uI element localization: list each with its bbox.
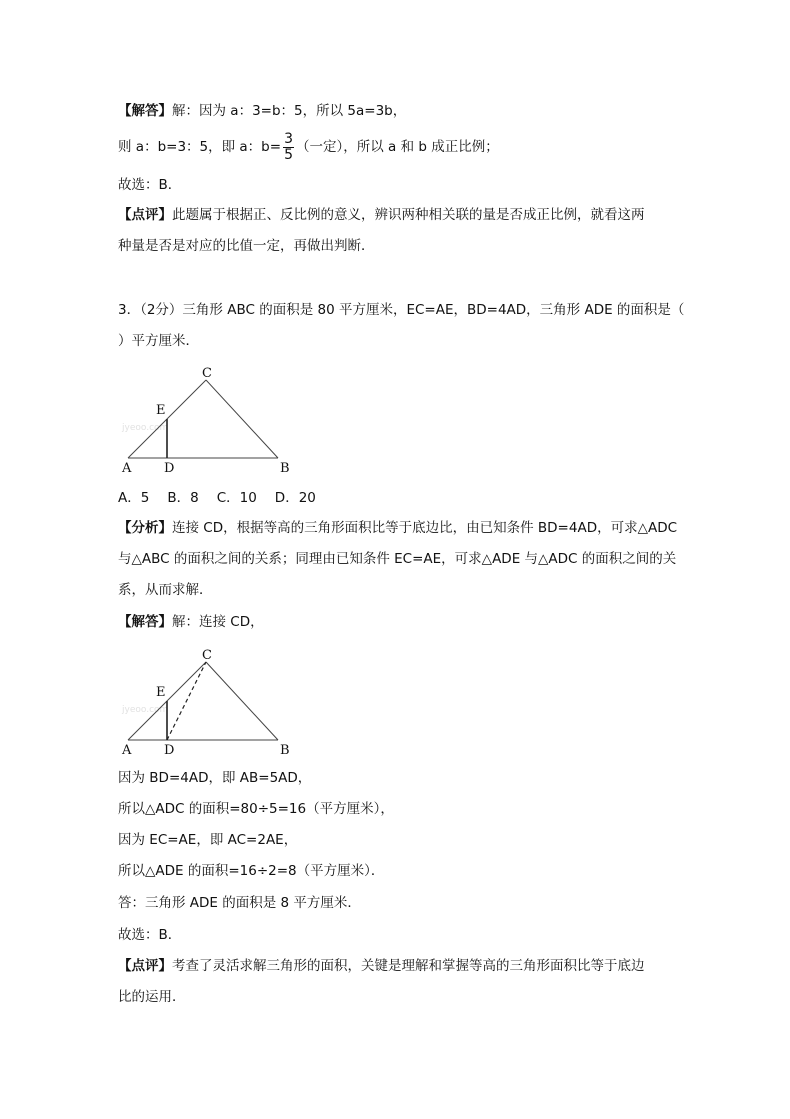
option-b: B．8 bbox=[167, 490, 199, 506]
comment-line-1 bbox=[118, 205, 645, 225]
label-a: A bbox=[122, 743, 132, 758]
side-bc bbox=[206, 380, 278, 458]
comment-tag: 【点评】 bbox=[118, 207, 172, 223]
label-e: E bbox=[156, 403, 166, 418]
solution-tag: 【解答】 bbox=[118, 103, 172, 119]
fraction bbox=[283, 132, 294, 163]
label-b: B bbox=[280, 743, 290, 758]
solution-step-2: 所以△ADC 的面积=80÷5=16（平方厘米）， bbox=[118, 801, 394, 817]
solution2-tag: 【解答】 bbox=[118, 614, 172, 630]
ratio-conclusion: （一定），所以 a 和 b 成正比例； bbox=[296, 139, 499, 155]
comment2-tag: 【点评】 bbox=[118, 958, 172, 974]
solution-step-1: 因为 BD=4AD，即 AB=5AD， bbox=[118, 770, 312, 786]
solution2-line-1 bbox=[118, 612, 264, 632]
solution-step-3: 因为 EC=AE，即 AC=2AE， bbox=[118, 832, 298, 848]
label-d: D bbox=[164, 743, 175, 758]
analysis-tag: 【分析】 bbox=[118, 520, 172, 536]
triangle-figure-with-cd bbox=[110, 644, 310, 758]
comment-text-1: 此题属于根据正、反比例的意义，辨识两种相关联的量是否成正比例，就看这两 bbox=[172, 207, 645, 223]
label-b: B bbox=[280, 461, 290, 476]
comment2-text-1: 考查了灵活求解三角形的面积，关键是理解和掌握等高的三角形面积比等于底边 bbox=[172, 958, 645, 974]
analysis-line-1 bbox=[118, 518, 677, 538]
solution2-intro: 解：连接 CD， bbox=[172, 614, 264, 630]
solution-choice: 故选：B． bbox=[118, 927, 182, 943]
solution-text: 解：因为 a：3=b：5，所以 5a=3b， bbox=[172, 103, 407, 119]
comment-line-2: 种量是否是对应的比值一定，再做出判断． bbox=[118, 238, 375, 254]
answer-choice-line: 故选：B． bbox=[118, 177, 182, 193]
analysis-line-3: 系，从而求解． bbox=[118, 582, 213, 598]
question-stem-2: ）平方厘米． bbox=[118, 333, 199, 349]
question-stem-1: 3．（2分）三角形 ABC 的面积是 80 平方厘米，EC=AE，BD=4AD，三角形 ADE 的面积是（ bbox=[118, 302, 685, 318]
label-a: A bbox=[122, 461, 132, 476]
fraction-numerator: 3 bbox=[284, 130, 293, 147]
solution-line-1 bbox=[118, 101, 406, 121]
figure-watermark: jyeoo.com bbox=[122, 705, 169, 715]
ratio-text: 则 a：b=3：5，即 a：b= bbox=[118, 139, 282, 155]
solution-line-2 bbox=[118, 130, 499, 164]
solution-step-4: 所以△ADE 的面积=16÷2=8（平方厘米）． bbox=[118, 863, 385, 879]
label-d: D bbox=[164, 461, 175, 476]
label-c: C bbox=[202, 366, 212, 381]
option-c: C．10 bbox=[216, 490, 257, 506]
fraction-denominator: 5 bbox=[284, 146, 293, 163]
analysis-text-1: 连接 CD，根据等高的三角形面积比等于底边比，由已知条件 BD=4AD，可求△ADC bbox=[172, 520, 678, 536]
solution-answer: 答：三角形 ADE 的面积是 8 平方厘米． bbox=[118, 895, 361, 911]
triangle-figure bbox=[110, 362, 310, 476]
option-d: D．20 bbox=[274, 490, 316, 506]
label-c: C bbox=[202, 648, 212, 663]
analysis-line-2: 与△ABC 的面积之间的关系；同理由已知条件 EC=AE，可求△ADE 与△ADC 的面积之间的关 bbox=[118, 551, 677, 567]
comment2-line-1 bbox=[118, 956, 645, 976]
option-a: A．5 bbox=[118, 490, 150, 506]
side-bc bbox=[206, 662, 278, 740]
dashed-segment-cd bbox=[167, 662, 206, 740]
label-e: E bbox=[156, 685, 166, 700]
options-row bbox=[118, 488, 334, 508]
figure-watermark: jyeoo.com bbox=[122, 423, 169, 433]
comment2-line-2: 比的运用． bbox=[118, 989, 186, 1005]
